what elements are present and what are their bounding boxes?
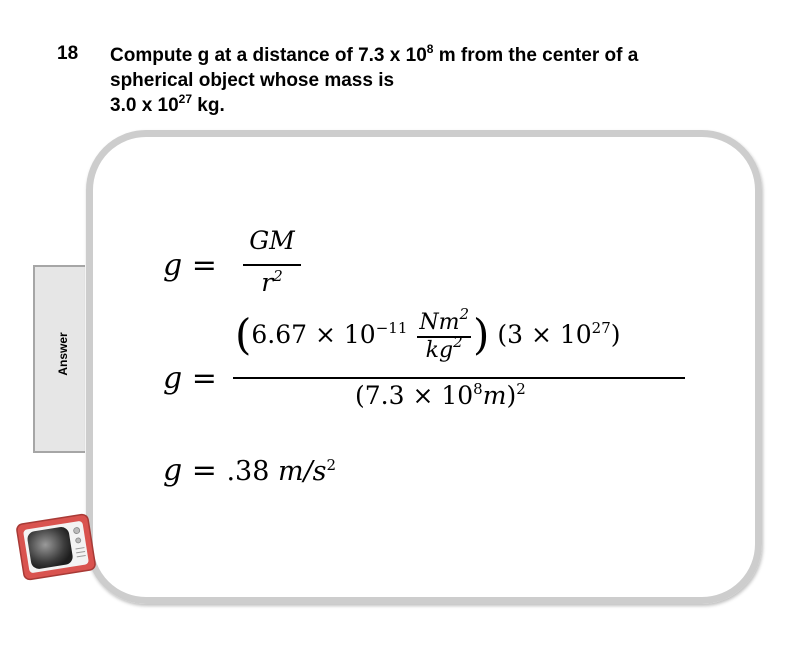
- eq2-den-close: ): [506, 381, 517, 410]
- equation-result: [163, 453, 336, 488]
- eq1-denominator: [243, 268, 301, 297]
- eq2-mass-post: ): [610, 320, 621, 349]
- question-line3-pre: 3.0 x 10: [110, 95, 179, 116]
- eq3-value: .38: [226, 456, 278, 487]
- eq2-unit-den-exp: 2: [453, 333, 463, 351]
- eq1-numerator: GM: [249, 226, 295, 255]
- eq2-denominator: [355, 381, 526, 410]
- answer-tab-label: Answer: [56, 332, 70, 376]
- question-line3-exp: 27: [178, 92, 193, 106]
- eq3-unit-exp: 2: [326, 456, 337, 474]
- eq2-den-unit: m: [482, 381, 507, 410]
- eq2-coef-exp: −11: [375, 319, 408, 337]
- question-line1-exp: 8: [426, 42, 434, 56]
- eq1-den-base: r: [261, 268, 274, 297]
- question-line1-post: m from the center of a: [433, 45, 639, 66]
- eq2-unit-num-exp: 2: [459, 305, 469, 323]
- eq2-numerator: [235, 305, 621, 364]
- eq2-den-pre: (7.3 × 10: [355, 381, 474, 410]
- question-line1-pre: Compute g at a distance of 7.3 x 10: [110, 45, 427, 66]
- eq2-den-exp: 8: [473, 380, 483, 398]
- eq2-open-paren: (: [235, 310, 252, 359]
- eq2-unit-num-base: Nm: [419, 310, 460, 335]
- eq3-lhs: g =: [163, 453, 217, 488]
- eq2-fraction-bar: [233, 377, 685, 379]
- eq1-lhs: g =: [163, 248, 217, 283]
- question-line3-post: kg.: [192, 95, 225, 116]
- tv-icon[interactable]: [14, 511, 98, 582]
- eq2-mass-exp: 27: [591, 319, 611, 337]
- eq2-unit-denominator: [417, 333, 471, 364]
- question-number: 18: [57, 43, 79, 64]
- question-line2: spherical object whose mass is: [110, 70, 395, 91]
- eq2-lhs: g =: [163, 361, 217, 396]
- eq2-unit-fraction: [417, 305, 471, 364]
- eq2-mass-pre: (3 × 10: [497, 320, 592, 349]
- question-text: [110, 43, 750, 118]
- eq1-fraction-bar: [243, 264, 301, 266]
- eq2-close-paren: ): [473, 310, 490, 359]
- eq2-den-power: 2: [516, 380, 526, 398]
- eq1-den-exp: 2: [273, 267, 283, 285]
- eq2-unit-den-base: kg: [425, 338, 454, 363]
- eq3-unit-base: m/s: [277, 456, 327, 487]
- eq2-coef: 6.67 × 10: [251, 320, 376, 349]
